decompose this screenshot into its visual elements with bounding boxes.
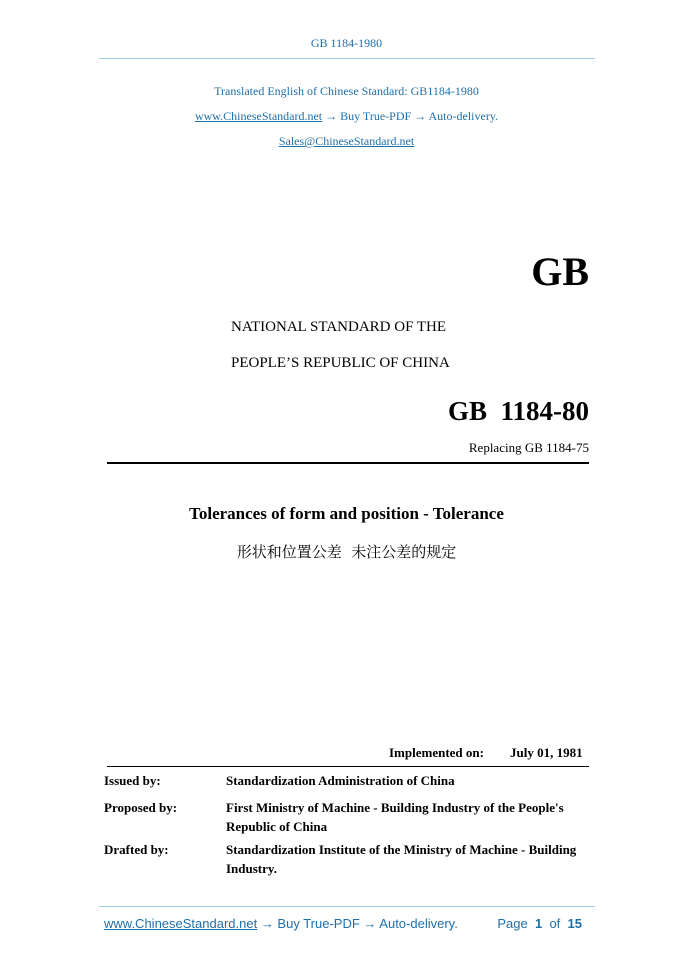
implemented-date: July 01, 1981 (510, 745, 583, 760)
footer-buy-text: → Buy True-PDF → Auto-delivery. (257, 916, 458, 931)
footer-promo (104, 916, 458, 931)
title-chinese: 形状和位置公差 未注公差的规定 (236, 543, 457, 561)
running-header: GB 1184-1980 (310, 36, 383, 50)
standard-number: GB 1184-80 (447, 396, 589, 426)
info-label: Issued by: (104, 773, 161, 788)
page-label: Page (497, 916, 528, 931)
page-current: 1 (534, 916, 543, 931)
title-divider (107, 462, 589, 464)
promo-line-3 (0, 134, 693, 149)
promo-line-2 (0, 109, 693, 124)
page-of: of (549, 916, 561, 931)
title-english: Tolerances of form and position - Tolerance (189, 504, 504, 523)
page-indicator (497, 916, 582, 931)
sales-email-link[interactable]: Sales@ChineseStandard.net (278, 134, 415, 148)
national-standard-line-1: NATIONAL STANDARD OF THE (231, 319, 447, 335)
replacing-note: Replacing GB 1184-75 (468, 440, 589, 455)
page-total: 15 (567, 916, 582, 931)
gb-logo: GB (531, 249, 589, 294)
national-standard-line-2: PEOPLE’S REPUBLIC OF CHINA (231, 355, 450, 371)
footer-divider (99, 906, 595, 907)
promo-line-1: Translated English of Chinese Standard: GB1184-1980 (214, 84, 479, 98)
implemented-label: Implemented on: (389, 745, 484, 760)
info-label: Drafted by: (104, 842, 169, 857)
footer-site-link[interactable]: www.ChineseStandard.net (104, 916, 258, 931)
info-label: Proposed by: (104, 800, 178, 815)
header-divider (99, 58, 595, 59)
info-value: Standardization Administration of China (226, 773, 455, 788)
info-value: Standardization Institute of the Ministry of Machine - Building Industry. (226, 842, 577, 876)
promo-buy-text: → Buy True-PDF → Auto-delivery. (322, 109, 499, 123)
site-link[interactable]: www.ChineseStandard.net (194, 109, 323, 123)
implemented-divider (107, 766, 589, 767)
info-value: First Ministry of Machine - Building Industry of the People's Republic of China (226, 800, 564, 834)
